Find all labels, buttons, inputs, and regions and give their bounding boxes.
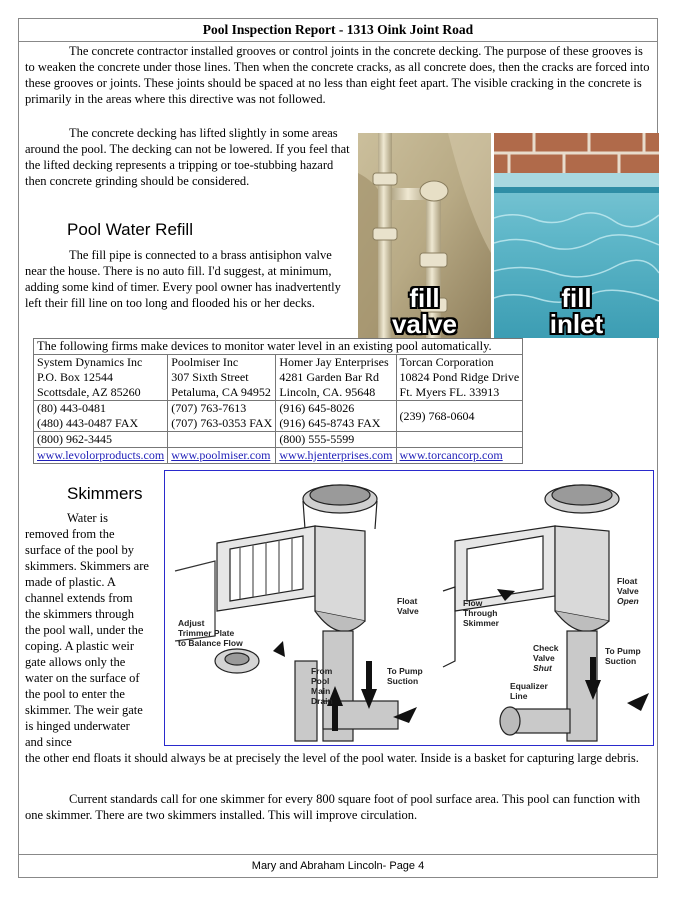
- url-cell: [34, 448, 168, 464]
- firm-cell: [396, 355, 523, 401]
- firm-link[interactable]: www.poolmiser.com: [171, 448, 271, 462]
- page-frame: [18, 18, 658, 878]
- flow-through-label-2: Through: [463, 608, 498, 618]
- fax: (916) 645-8743 FAX: [279, 416, 381, 430]
- flow-through-label-1: Flow: [463, 598, 483, 608]
- float-valve-open-label-2: Valve: [617, 586, 639, 596]
- phone-cell: [34, 401, 168, 432]
- check-valve-label-2: Valve: [533, 653, 555, 663]
- table-row: [34, 432, 523, 448]
- fill-inlet-label-line1: fill: [561, 283, 592, 313]
- tollfree-cell: [168, 432, 276, 448]
- fill-inlet-label-line2: inlet: [549, 309, 604, 338]
- tollfree-cell: (800) 962-3445: [34, 432, 168, 448]
- firm-name: Homer Jay Enterprises: [279, 355, 389, 369]
- fill-inlet-photo: [494, 133, 659, 338]
- firm-city: Ft. Myers FL. 33913: [399, 385, 500, 399]
- tollfree-cell: [396, 432, 523, 448]
- phone-cell: [168, 401, 276, 432]
- skimmer-illustration: [165, 471, 653, 745]
- equalizer-label-1: Equalizer: [510, 681, 548, 691]
- check-valve-label-1: Check: [533, 643, 559, 653]
- fill-valve-label-line1: fill: [409, 283, 440, 313]
- to-pump-right-label-1: To Pump: [605, 646, 641, 656]
- url-cell: [396, 448, 523, 464]
- float-valve-label-2: Valve: [397, 606, 419, 616]
- firm-link[interactable]: www.torcancorp.com: [399, 448, 503, 462]
- from-pool-label-4: Drain: [311, 696, 333, 706]
- firm-city: Scottsdale, AZ 85260: [37, 385, 141, 399]
- table-row: [34, 448, 523, 464]
- firm-link[interactable]: www.hjenterprises.com: [279, 448, 393, 462]
- firm-city: Petaluma, CA 94952: [171, 385, 271, 399]
- phone-cell: [396, 401, 523, 432]
- to-pump-left-label-2: Suction: [387, 676, 419, 686]
- skimmer-diagram: [164, 470, 654, 746]
- fax: (707) 763-0353 FAX: [171, 416, 273, 430]
- fax: (480) 443-0487 FAX: [37, 416, 139, 430]
- url-cell: [168, 448, 276, 464]
- phone: (916) 645-8026: [279, 401, 355, 415]
- firm-cell: [34, 355, 168, 401]
- lifted-deck-paragraph: The concrete decking has lifted slightly in some areas around the pool. The decking can not be lowered. If you feel that the lifted decking represents a tripping or toe-stubbing hazard then concrete grinding should be considered.: [25, 126, 350, 188]
- phone: (239) 768-0604: [399, 408, 475, 423]
- from-pool-label-1: From: [311, 666, 333, 676]
- phone: (80) 443-0481: [37, 401, 106, 415]
- firm-cell: [168, 355, 276, 401]
- firm-link[interactable]: www.levolorproducts.com: [37, 448, 165, 462]
- phone-cell: [276, 401, 396, 432]
- firm-name: System Dynamics Inc: [37, 355, 143, 369]
- float-valve-open-label-1: Float: [617, 576, 638, 586]
- float-valve-open-label-3: Open: [617, 596, 639, 606]
- tollfree-cell: (800) 555-5599: [276, 432, 396, 448]
- float-valve-label-1: Float: [397, 596, 418, 606]
- pool-water-refill-heading: Pool Water Refill: [67, 220, 193, 239]
- table-row: [34, 355, 523, 401]
- adjust-label-3: to Balance Flow: [178, 638, 243, 648]
- from-pool-label-3: Main: [311, 686, 331, 696]
- equalizer-label-2: Line: [510, 691, 528, 701]
- flow-through-label-3: Skimmer: [463, 618, 499, 628]
- skimmers-paragraph-narrow: Water is removed from the surface of the pool by skimmers. Skimmers are made of plastic. A channel extends from the skimmers through the pool wall, under the coping. A plastic weir gate allows only the water on the surface of the pool to enter the skimmer. The weir gate is hinged underwater and since: [25, 511, 149, 749]
- firm-address: P.O. Box 12544: [37, 370, 114, 384]
- page-footer: Mary and Abraham Lincoln- Page 4: [19, 854, 657, 877]
- to-pump-right-label-2: Suction: [605, 656, 637, 666]
- skimmers-heading: Skimmers: [67, 484, 143, 503]
- check-valve-label-3: Shut: [533, 663, 552, 673]
- url-cell: [276, 448, 396, 464]
- fill-pipe-paragraph: The fill pipe is connected to a brass antisiphon valve near the house. There is no auto fill. I'd suggest, at minimum, adding some kind of timer. Every pool owner has inadvertently left their fill line on too long and flooded his or her decks.: [25, 248, 341, 310]
- firm-address: 10824 Pond Ridge Drive: [399, 370, 520, 384]
- firm-city: Lincoln, CA. 95648: [279, 385, 376, 399]
- firm-address: 307 Sixth Street: [171, 370, 249, 384]
- table-caption-row: [34, 339, 523, 355]
- table-caption: The following firms make devices to monitor water level in an existing pool automatically.: [34, 339, 523, 355]
- fill-valve-photo: [358, 133, 491, 338]
- report-title: Pool Inspection Report - 1313 Oink Joint Road: [19, 19, 657, 42]
- fill-valve-label-line2: valve: [391, 309, 458, 338]
- firm-name: Poolmiser Inc: [171, 355, 239, 369]
- skimmers-paragraph-wide: the other end floats it should always be at precisely the level of the pool water. Inside is a basket for capturing large debris.: [25, 751, 639, 765]
- table-row: [34, 401, 523, 432]
- to-pump-left-label-1: To Pump: [387, 666, 423, 676]
- adjust-label-1: Adjust: [178, 618, 205, 628]
- firm-address: 4281 Garden Bar Rd: [279, 370, 379, 384]
- control-joints-paragraph: The concrete contractor installed grooves or control joints in the concrete decking. The purpose of these grooves is to weaken the concrete under those lines. Then when the concrete cracks, as all concrete does, then the cracks are forced into these grooves or joints. These joints should be spaced at no less than eight feet apart. The visible cracking in the concrete is primarily in the areas where this directive was not followed.: [25, 44, 650, 106]
- level-monitor-firms-table: [33, 338, 523, 464]
- firm-name: Torcan Corporation: [399, 355, 494, 369]
- skimmer-standards-paragraph: Current standards call for one skimmer for every 800 square foot of pool surface area. This pool can function with one skimmer. There are two skimmers installed. This will improve circulation.: [25, 792, 641, 822]
- phone: (707) 763-7613: [171, 401, 247, 415]
- firm-cell: [276, 355, 396, 401]
- adjust-label-2: Trimmer Plate: [178, 628, 235, 638]
- from-pool-label-2: Pool: [311, 676, 330, 686]
